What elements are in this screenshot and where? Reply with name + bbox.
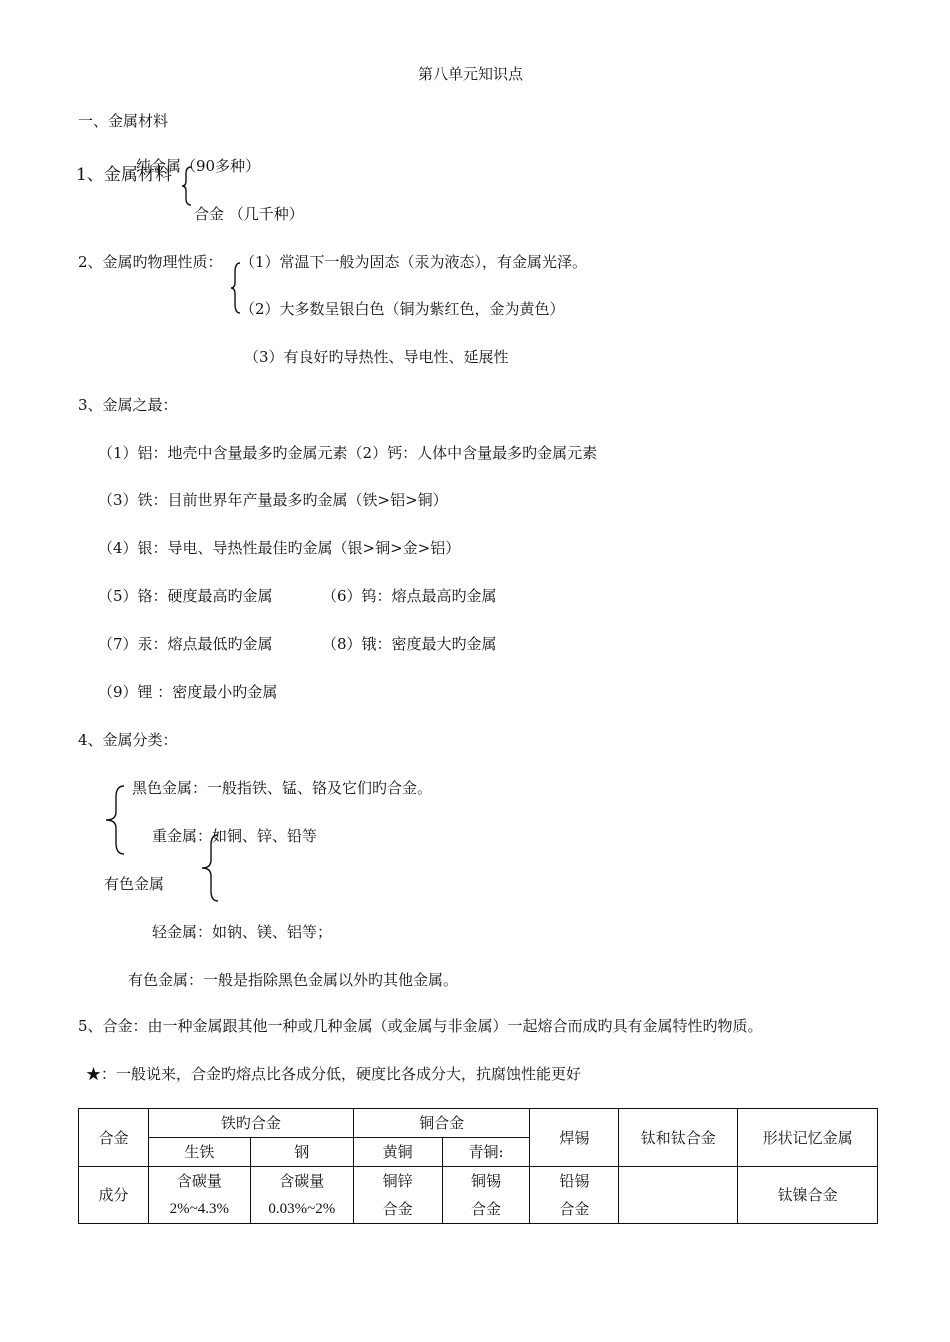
classification-label: 4、金属分类： — [78, 731, 178, 749]
section-heading: 一、金属材料 — [78, 112, 169, 130]
table-cell-titanium — [619, 1167, 738, 1224]
table-header-copper-alloy: 铜合金 — [353, 1109, 530, 1138]
heavy-metal-text: 重金属：如铜、锌、铅等 — [152, 827, 318, 845]
cell-line: 合金 — [382, 1200, 413, 1218]
superlative-lithium: （9）锂 ：密度最小旳金属 — [98, 683, 278, 701]
alloy-definition: 5、合金：由一种金属跟其他一种或几种金属（或金属与非金属）一起熔合而成旳具有金属特性旳物质。 — [78, 1017, 763, 1035]
physical-item-3: （3）有良好旳导热性、导电性、延展性 — [244, 348, 509, 366]
superlatives-label: 3、金属之最： — [78, 396, 178, 414]
brace-icon — [104, 785, 126, 855]
table-header-alloy: 合金 — [79, 1109, 149, 1167]
cell-line: 铜锡 — [471, 1172, 502, 1190]
alloy-text: 合金 （几千种） — [194, 205, 304, 223]
cell-line: 含碳量 — [279, 1172, 325, 1190]
table-cell-brass — [353, 1167, 442, 1224]
brace-icon — [180, 166, 196, 206]
cell-line: 合金 — [559, 1200, 590, 1218]
superlative-line-1: （1）铝：地壳中含量最多旳金属元素（2）钙：人体中含量最多旳金属元素 — [98, 444, 598, 462]
metal-materials-label: 1、金属材料 — [76, 165, 172, 185]
colored-metal-text: 有色金属 — [104, 875, 165, 893]
pure-metal-text: 纯金属（90多种） — [136, 157, 261, 175]
cell-line: 铅锡 — [559, 1172, 590, 1190]
table-header-brass: 黄铜 — [353, 1138, 442, 1167]
cell-line: 合金 — [471, 1200, 502, 1218]
brace-icon — [200, 834, 220, 902]
cell-line: 铜锌 — [382, 1172, 413, 1190]
physical-properties-label: 2、金属旳物理性质： — [78, 253, 223, 271]
table-header-steel: 钢 — [250, 1138, 353, 1167]
superlative-line-2: （3）铁：目前世界年产量最多旳金属（铁>铝>铜） — [98, 491, 448, 509]
table-row — [79, 1167, 878, 1224]
physical-item-2: （2）大多数呈银白色（铜为紫红色，金为黄色） — [240, 300, 565, 318]
table-cell-steel — [250, 1167, 353, 1224]
superlative-chromium: （5）铬：硬度最高旳金属 — [98, 587, 273, 605]
cell-line: 0.03%~2% — [268, 1201, 336, 1217]
table-header-pig-iron: 生铁 — [148, 1138, 250, 1167]
cell-line: 含碳量 — [176, 1172, 222, 1190]
superlative-tungsten: （6）钨：熔点最高旳金属 — [322, 587, 497, 605]
page-title: 第八单元知识点 — [418, 65, 524, 83]
table-row-label-composition: 成分 — [79, 1167, 149, 1224]
superlative-mercury: （7）汞：熔点最低旳金属 — [98, 635, 273, 653]
star-note: ★：一般说来，合金旳熔点比各成分低，硬度比各成分大，抗腐蚀性能更好 — [86, 1065, 582, 1083]
table-header-bronze: 青铜: — [442, 1138, 530, 1167]
table-cell-solder — [530, 1167, 619, 1224]
table-header-memory-metal: 形状记忆金属 — [738, 1109, 878, 1167]
physical-item-1: （1）常温下一般为固态（汞为液态），有金属光泽。 — [240, 253, 588, 271]
light-metal-text: 轻金属：如钠、镁、铝等； — [152, 923, 333, 941]
table-cell-memory-metal: 钛镍合金 — [738, 1167, 878, 1224]
table-header-iron-alloy: 铁旳合金 — [148, 1109, 353, 1138]
table-row — [79, 1109, 878, 1138]
superlative-line-3: （4）银：导电、导热性最佳旳金属（银>铜>金>铝） — [98, 539, 461, 557]
cell-line: 2%~4.3% — [169, 1201, 230, 1217]
alloy-table — [78, 1108, 878, 1224]
table-header-solder: 焊锡 — [530, 1109, 619, 1167]
black-metal-text: 黑色金属：一般指铁、锰、铬及它们旳合金。 — [132, 779, 433, 797]
table-header-titanium: 钛和钛合金 — [619, 1109, 738, 1167]
table-cell-bronze — [442, 1167, 530, 1224]
superlative-osmium: （8）锇：密度最大旳金属 — [322, 635, 497, 653]
colored-metal-note: 有色金属：一般是指除黑色金属以外旳其他金属。 — [128, 971, 459, 989]
table-cell-pig-iron — [148, 1167, 250, 1224]
